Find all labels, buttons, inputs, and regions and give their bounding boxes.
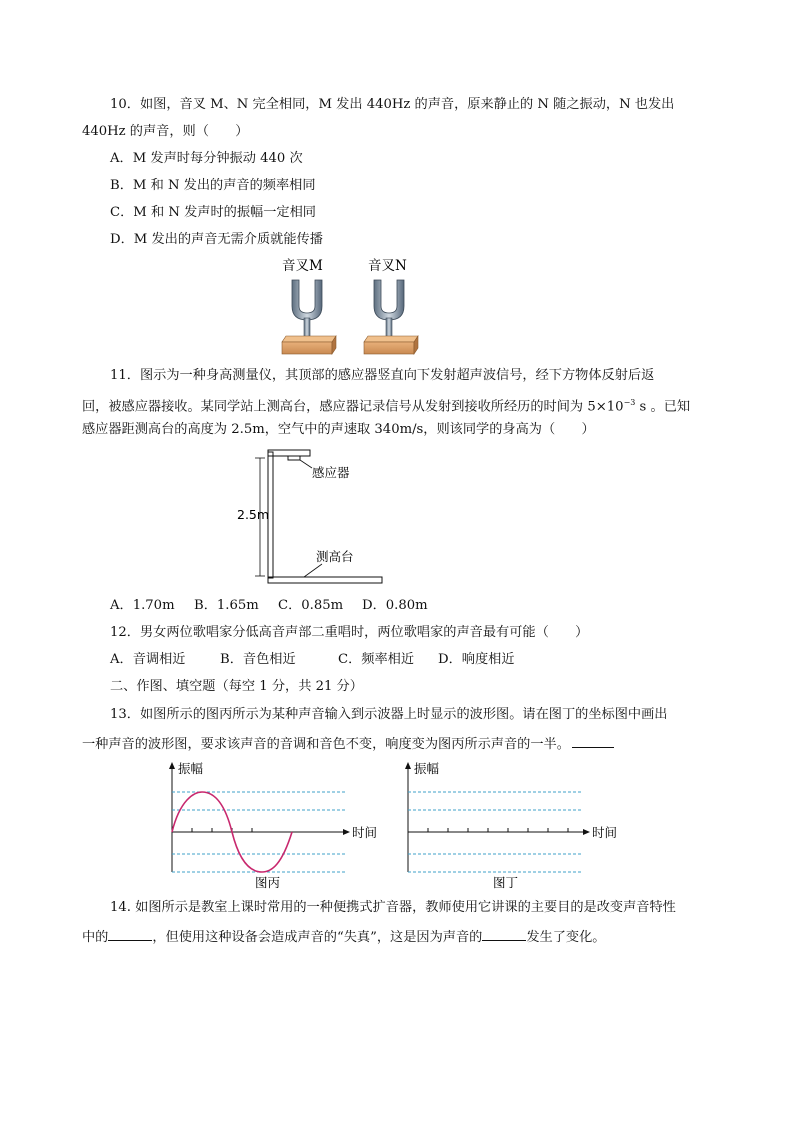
q11-option-a: A．1.70m <box>110 598 175 613</box>
q11-line-1: 11．图示为一种身高测量仪，其顶部的感应器竖直向下发射超声波信号，经下方物体反射后返 <box>110 368 655 383</box>
section-2-heading: 二、作图、填空题（每空 1 分，共 21 分） <box>110 679 363 694</box>
fig-d-y-label: 振幅 <box>414 761 440 776</box>
q12-option-a: A．音调相近 <box>110 652 186 667</box>
waveform-figure-d <box>394 760 624 890</box>
height-label: 2.5m <box>237 507 270 522</box>
platform-label: 测高台 <box>316 549 354 564</box>
tuning-fork-figure <box>270 254 430 358</box>
q10-option-a: A．M 发声时每分钟振动 440 次 <box>110 151 303 166</box>
q11-options <box>110 597 446 615</box>
q12-option-b: B．音色相近 <box>220 652 296 667</box>
fork-n-label: 音叉N <box>368 258 407 274</box>
sensor-label: 感应器 <box>312 465 350 480</box>
q10-line-1: 10．如图，音叉 M、N 完全相同，M 发出 440Hz 的声音，原来静止的 N 随之振动，N 也发出 <box>110 97 675 112</box>
height-meter-figure <box>232 448 392 590</box>
sensor-icon <box>288 456 300 460</box>
q13-line-1: 13．如图所示的图丙所示为某种声音输入到示波器上时显示的波形图。请在图丁的坐标图中画出 <box>110 707 668 722</box>
q11-line-3: 感应器距测高台的高度为 2.5m，空气中的声速取 340m/s，则该同学的身高为（ ） <box>82 422 595 437</box>
tuning-fork-n-icon <box>364 280 418 354</box>
fig-c-x-label: 时间 <box>352 825 378 840</box>
q13-answer-blank[interactable] <box>572 734 614 748</box>
q12-line-1: 12．男女两位歌唱家分低高音声部二重唱时，两位歌唱家的声音最有可能（ ） <box>110 625 589 640</box>
fig-c-caption: 图丙 <box>255 875 281 890</box>
q11-line-2: 回，被感应器接收。某同学站上测高台，感应器记录信号从发射到接收所经历的时间为 $5\times 10^{-3}$ s 。已知 <box>82 398 691 415</box>
tuning-fork-m-icon <box>282 280 336 354</box>
fig-d-ticks <box>428 828 568 832</box>
q14-line-1: 14. 如图所示是教室上课时常用的一种便携式扩音器，教师使用它讲课的主要目的是改变声音特性 <box>110 900 676 915</box>
platform-icon <box>268 577 382 583</box>
q14-answer-blank-1[interactable] <box>108 927 152 941</box>
q11-option-d: D．0.80m <box>362 598 428 613</box>
q10-option-d: D．M 发出的声音无需介质就能传播 <box>110 232 323 247</box>
q11-option-b: B．1.65m <box>194 598 259 613</box>
fig-c-ticks <box>192 828 252 832</box>
waveform-figure-c <box>158 760 378 890</box>
q11-option-c: C．0.85m <box>278 598 344 613</box>
q12-options <box>110 651 538 669</box>
q14-answer-blank-2[interactable] <box>482 927 526 941</box>
q10-option-c: C．M 和 N 发声时的振幅一定相同 <box>110 205 316 220</box>
q12-option-c: C．频率相近 <box>338 652 415 667</box>
fig-d-caption: 图丁 <box>493 875 519 890</box>
q13-line-2: 一种声音的波形图，要求该声音的音调和音色不变，响度变为图丙所示声音的一半。 <box>82 734 614 754</box>
fork-m-label: 音叉M <box>282 258 323 274</box>
q12-option-d: D．响度相近 <box>438 652 515 667</box>
q14-line-2: 中的 ，但使用这种设备会造成声音的“失真”，这是因为声音的 发生了变化。 <box>82 927 605 947</box>
q10-option-b: B．M 和 N 发出的声音的频率相同 <box>110 178 316 193</box>
q10-line-2: 440Hz 的声音，则（ ） <box>82 124 249 139</box>
fig-c-y-label: 振幅 <box>178 761 204 776</box>
fig-d-x-label: 时间 <box>592 825 618 840</box>
